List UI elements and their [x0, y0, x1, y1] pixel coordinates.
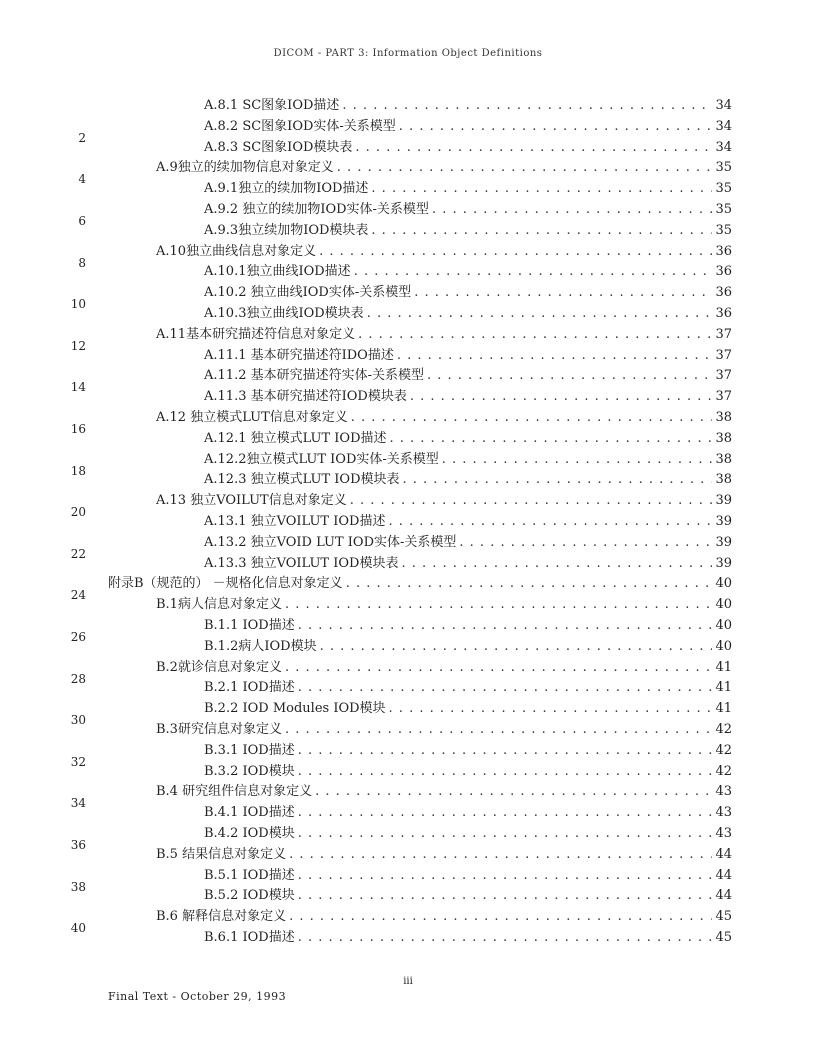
line-number: 26 [70, 630, 86, 644]
dot-leader [350, 491, 713, 511]
toc-row [0, 325, 816, 353]
toc-entry-page: 39 [715, 534, 732, 550]
toc-entry-page: 36 [715, 306, 732, 321]
toc-entry-title: A.13.2 独立VOID LUT IOD实体-关系模型 [204, 534, 457, 550]
toc-row [0, 782, 816, 811]
toc-row [0, 595, 816, 615]
line-number: 12 [70, 338, 86, 353]
dot-leader [358, 325, 712, 345]
dot-leader [388, 512, 712, 532]
toc-row [0, 366, 816, 395]
toc-entry-title: A.10.3独立曲线IOD模块表 [204, 306, 364, 321]
toc-entry-title: A.12.1 独立模式LUT IOD描述 [204, 430, 387, 446]
toc-entry-page: 44 [715, 867, 732, 883]
toc-entry-page: 36 [715, 264, 732, 280]
dot-leader [442, 450, 713, 470]
toc-entry[interactable] [204, 283, 732, 303]
line-number: 34 [70, 796, 86, 811]
toc-row [0, 158, 816, 187]
toc-entry-title: A.8.1 SC图象IOD描述 [204, 98, 340, 113]
toc-row [0, 637, 816, 657]
toc-entry-page: 35 [715, 202, 732, 217]
toc-entry-page: 45 [715, 930, 732, 945]
toc-entry[interactable] [156, 158, 732, 178]
dot-leader [285, 720, 712, 740]
toc-entry[interactable] [204, 866, 732, 886]
toc-entry-page: 40 [715, 597, 732, 613]
toc-row [0, 741, 816, 769]
toc-entry-page: 34 [715, 139, 732, 155]
toc-entry-page: 38 [715, 410, 732, 425]
toc-entry[interactable] [204, 886, 732, 906]
dot-leader [298, 824, 713, 844]
toc-entry-title: B.2.1 IOD描述 [204, 680, 295, 696]
toc-entry-page: 41 [715, 659, 732, 675]
toc-entry-title: B.2.2 IOD Modules IOD模块 [204, 701, 386, 717]
toc-entry-page: 44 [715, 888, 732, 904]
toc-entry-title: B.4.2 IOD模块 [204, 826, 295, 841]
toc-entry-title: B.5 结果信息对象定义 [156, 846, 287, 862]
toc-row [0, 803, 816, 823]
dot-leader [390, 429, 713, 449]
line-number: 8 [78, 255, 86, 270]
line-number: 6 [78, 214, 86, 228]
toc-entry-title: A.12.2独立模式LUT IOD实体-关系模型 [204, 451, 439, 467]
toc-entry-title: A.11.2 基本研究描述符实体-关系模型 [204, 368, 424, 384]
toc-entry[interactable] [204, 450, 732, 470]
toc-entry-title: A.8.3 SC图象IOD模块表 [204, 139, 353, 155]
toc-entry-title: B.3.1 IOD描述 [204, 742, 295, 758]
line-number: 22 [70, 546, 86, 561]
dot-leader [371, 179, 712, 199]
toc-entry-page: 37 [715, 326, 732, 342]
toc-entry-title: A.11.1 基本研究描述符IDO描述 [204, 347, 394, 363]
toc-entry-page: 37 [715, 389, 732, 405]
toc-entry[interactable] [204, 429, 732, 449]
toc-row [0, 658, 816, 686]
toc-entry-title: A.9.2 独立的续加物IOD实体-关系模型 [204, 202, 429, 217]
toc-entry-page: 34 [715, 98, 732, 113]
line-number: 36 [70, 838, 86, 852]
toc-row [0, 304, 816, 324]
toc-row [0, 491, 816, 520]
toc-entry-page: 42 [715, 722, 732, 737]
toc-row [0, 179, 816, 199]
toc-entry-title: B.6.1 IOD描述 [204, 930, 295, 945]
line-number: 40 [70, 921, 86, 936]
toc-entry-title: B.5.2 IOD模块 [204, 888, 295, 904]
dot-leader [399, 117, 713, 137]
toc-entry-page: 43 [715, 784, 732, 800]
toc-entry-page: 35 [715, 222, 732, 238]
toc-entry-title: A.9独立的续加物信息对象定义 [156, 160, 334, 176]
toc-entry[interactable] [204, 824, 732, 844]
toc-entry[interactable] [204, 387, 732, 407]
toc-row [0, 845, 816, 865]
toc-entry-title: A.13.1 独立VOILUT IOD描述 [204, 514, 386, 529]
dot-leader [289, 907, 712, 927]
toc-entry[interactable] [156, 845, 732, 865]
toc-entry-page: 37 [715, 347, 732, 363]
line-number: 2 [78, 130, 86, 145]
toc-entry-title: A.13.3 独立VOILUT IOD模块表 [204, 555, 399, 571]
dot-leader [319, 242, 712, 262]
dot-leader [289, 845, 712, 865]
toc-entry-page: 41 [715, 680, 732, 696]
dot-leader [298, 886, 713, 906]
toc-row [0, 907, 816, 936]
toc-entry[interactable] [204, 616, 732, 636]
line-number: 30 [70, 713, 86, 728]
toc-row [0, 824, 816, 852]
toc-row [0, 574, 816, 603]
dot-leader [354, 262, 713, 282]
toc-entry-title: A.12 独立模式LUT信息对象定义 [156, 410, 348, 425]
toc-entry-page: 40 [715, 618, 732, 633]
toc-entry-title: A.8.2 SC图象IOD实体-关系模型 [204, 118, 396, 134]
toc-entry-page: 35 [715, 181, 732, 197]
toc-entry[interactable] [156, 782, 732, 802]
toc-entry[interactable] [204, 637, 732, 657]
toc-row [0, 262, 816, 282]
toc-entry[interactable] [204, 179, 732, 199]
toc-entry[interactable] [156, 491, 732, 511]
toc-entry-page: 42 [715, 763, 732, 779]
toc-entry[interactable] [108, 574, 732, 594]
toc-entry-page: 36 [715, 285, 732, 301]
dot-leader [427, 366, 712, 386]
toc-entry-page: 40 [715, 638, 732, 654]
toc-entry-title: 附录B（规范的） －规格化信息对象定义 [108, 576, 343, 592]
dot-leader [351, 408, 713, 428]
toc-entry-page: 34 [715, 118, 732, 134]
toc-entry-page: 37 [715, 368, 732, 384]
toc-entry-page: 44 [715, 846, 732, 862]
toc-entry[interactable] [204, 366, 732, 386]
toc-entry-title: A.9.3独立续加物IOD模块表 [204, 222, 369, 238]
toc-entry[interactable] [156, 720, 732, 740]
toc-row [0, 554, 816, 574]
toc-row [0, 512, 816, 532]
toc-entry[interactable] [156, 242, 732, 262]
footer-text: Final Text - October 29, 1993 [108, 990, 287, 1003]
toc-entry[interactable] [204, 928, 732, 948]
dot-leader [346, 574, 713, 594]
toc-entry-page: 38 [715, 430, 732, 446]
toc-entry[interactable] [204, 262, 732, 282]
toc-entry-title: A.10独立曲线信息对象定义 [156, 243, 317, 259]
line-number: 14 [70, 380, 86, 395]
toc-row [0, 699, 816, 728]
toc-row [0, 720, 816, 740]
toc-entry-page: 36 [715, 243, 732, 259]
toc-row [0, 470, 816, 490]
toc-row [0, 138, 816, 158]
toc-row [0, 387, 816, 407]
dot-leader [355, 138, 712, 158]
dot-leader [298, 762, 713, 782]
toc-entry-title: B.6 解释信息对象定义 [156, 909, 287, 925]
toc-entry[interactable] [204, 533, 732, 553]
dot-leader [298, 678, 713, 698]
toc-entry-title: B.2就诊信息对象定义 [156, 659, 282, 675]
toc-entry[interactable] [204, 678, 732, 698]
toc-row [0, 242, 816, 270]
dot-leader [342, 96, 712, 116]
line-number: 20 [70, 505, 86, 520]
toc-row [0, 408, 816, 436]
dot-leader [337, 158, 713, 178]
toc-entry-page: 41 [715, 701, 732, 717]
dot-leader [403, 470, 713, 490]
dot-leader [298, 616, 713, 636]
toc-row [0, 450, 816, 478]
dot-leader [367, 304, 713, 324]
dot-leader [414, 283, 712, 303]
toc-entry-title: A.10.1独立曲线IOD描述 [204, 264, 351, 280]
toc-row [0, 346, 816, 366]
toc-entry-page: 40 [715, 576, 732, 592]
toc-entry[interactable] [204, 470, 732, 490]
toc-entry-title: B.5.1 IOD描述 [204, 867, 295, 883]
toc-row [0, 678, 816, 698]
toc-entry[interactable] [156, 658, 732, 678]
dot-leader [315, 782, 712, 802]
toc-row [0, 96, 816, 116]
toc-entry-title: B.1.2病人IOD模块 [204, 638, 317, 654]
toc-entry-title: A.10.2 独立曲线IOD实体-关系模型 [204, 285, 412, 301]
toc-row [0, 762, 816, 782]
toc-entry-title: A.11基本研究描述符信息对象定义 [156, 326, 356, 342]
toc-entry-title: A.13 独立VOILUT信息对象定义 [156, 493, 347, 509]
dot-leader [320, 637, 713, 657]
dot-leader [459, 533, 712, 553]
dot-leader [432, 200, 713, 220]
toc-entry-page: 38 [715, 472, 732, 488]
dot-leader [389, 699, 713, 719]
toc-entry[interactable] [204, 96, 732, 116]
toc-entry[interactable] [156, 907, 732, 927]
toc-entry[interactable] [204, 762, 732, 782]
toc-row [0, 200, 816, 228]
toc-entry[interactable] [204, 803, 732, 823]
dot-leader [298, 866, 713, 886]
toc-entry[interactable] [204, 699, 732, 719]
line-number: 16 [70, 422, 86, 436]
toc-entry[interactable] [204, 221, 732, 241]
toc-entry[interactable] [156, 595, 732, 615]
toc-entry-title: B.4 研究组件信息对象定义 [156, 784, 313, 800]
toc-entry-page: 35 [715, 160, 732, 176]
toc-entry-title: A.11.3 基本研究描述符IOD模块表 [204, 389, 407, 405]
dot-leader [285, 595, 712, 615]
toc-entry[interactable] [204, 554, 732, 574]
toc-row [0, 283, 816, 312]
toc-entry-title: A.9.1独立的续加物IOD描述 [204, 181, 369, 197]
toc-entry-page: 39 [715, 493, 732, 509]
toc-row [0, 928, 816, 948]
dot-leader [371, 221, 712, 241]
toc-entry[interactable] [204, 200, 732, 220]
toc-entry[interactable] [204, 741, 732, 761]
toc-entry-page: 39 [715, 555, 732, 571]
toc-row [0, 429, 816, 449]
dot-leader [298, 803, 713, 823]
dot-leader [397, 346, 713, 366]
line-number: 18 [70, 463, 86, 478]
toc-entry[interactable] [204, 117, 732, 137]
dot-leader [401, 554, 712, 574]
line-number: 32 [70, 754, 86, 769]
dot-leader [298, 928, 713, 948]
running-header: DICOM - PART 3: Information Object Definitions [273, 48, 543, 59]
toc-row [0, 616, 816, 644]
toc-entry-page: 45 [715, 909, 732, 925]
toc-entry-title: B.1病人信息对象定义 [156, 597, 282, 613]
toc-entry[interactable] [204, 304, 732, 324]
dot-leader [285, 658, 712, 678]
toc-row [0, 533, 816, 561]
toc-entry[interactable] [204, 346, 732, 366]
line-number: 24 [70, 588, 86, 603]
toc-entry-page: 39 [715, 514, 732, 529]
line-number: 38 [70, 879, 86, 894]
toc-entry-title: B.3.2 IOD模块 [204, 763, 295, 779]
toc-entry[interactable] [204, 138, 732, 158]
line-number: 10 [70, 297, 86, 312]
toc-entry-title: A.12.3 独立模式LUT IOD模块表 [204, 472, 400, 488]
toc-entry[interactable] [204, 512, 732, 532]
dot-leader [410, 387, 713, 407]
toc-entry-title: B.4.1 IOD描述 [204, 805, 295, 821]
toc-entry-page: 38 [715, 451, 732, 467]
toc-entry[interactable] [156, 325, 732, 345]
toc-entry-page: 43 [715, 805, 732, 821]
toc-row [0, 117, 816, 145]
toc-entry-page: 42 [715, 742, 732, 758]
toc-entry-page: 43 [715, 826, 732, 841]
dot-leader [298, 741, 713, 761]
toc-row [0, 866, 816, 894]
toc-row [0, 221, 816, 241]
toc-entry[interactable] [156, 408, 732, 428]
toc-entry-title: B.3研究信息对象定义 [156, 722, 282, 737]
toc-entry-title: B.1.1 IOD描述 [204, 618, 295, 633]
line-number: 28 [70, 671, 86, 686]
line-number: 4 [78, 172, 86, 187]
toc-row [0, 886, 816, 906]
page-number: iii [403, 976, 413, 987]
